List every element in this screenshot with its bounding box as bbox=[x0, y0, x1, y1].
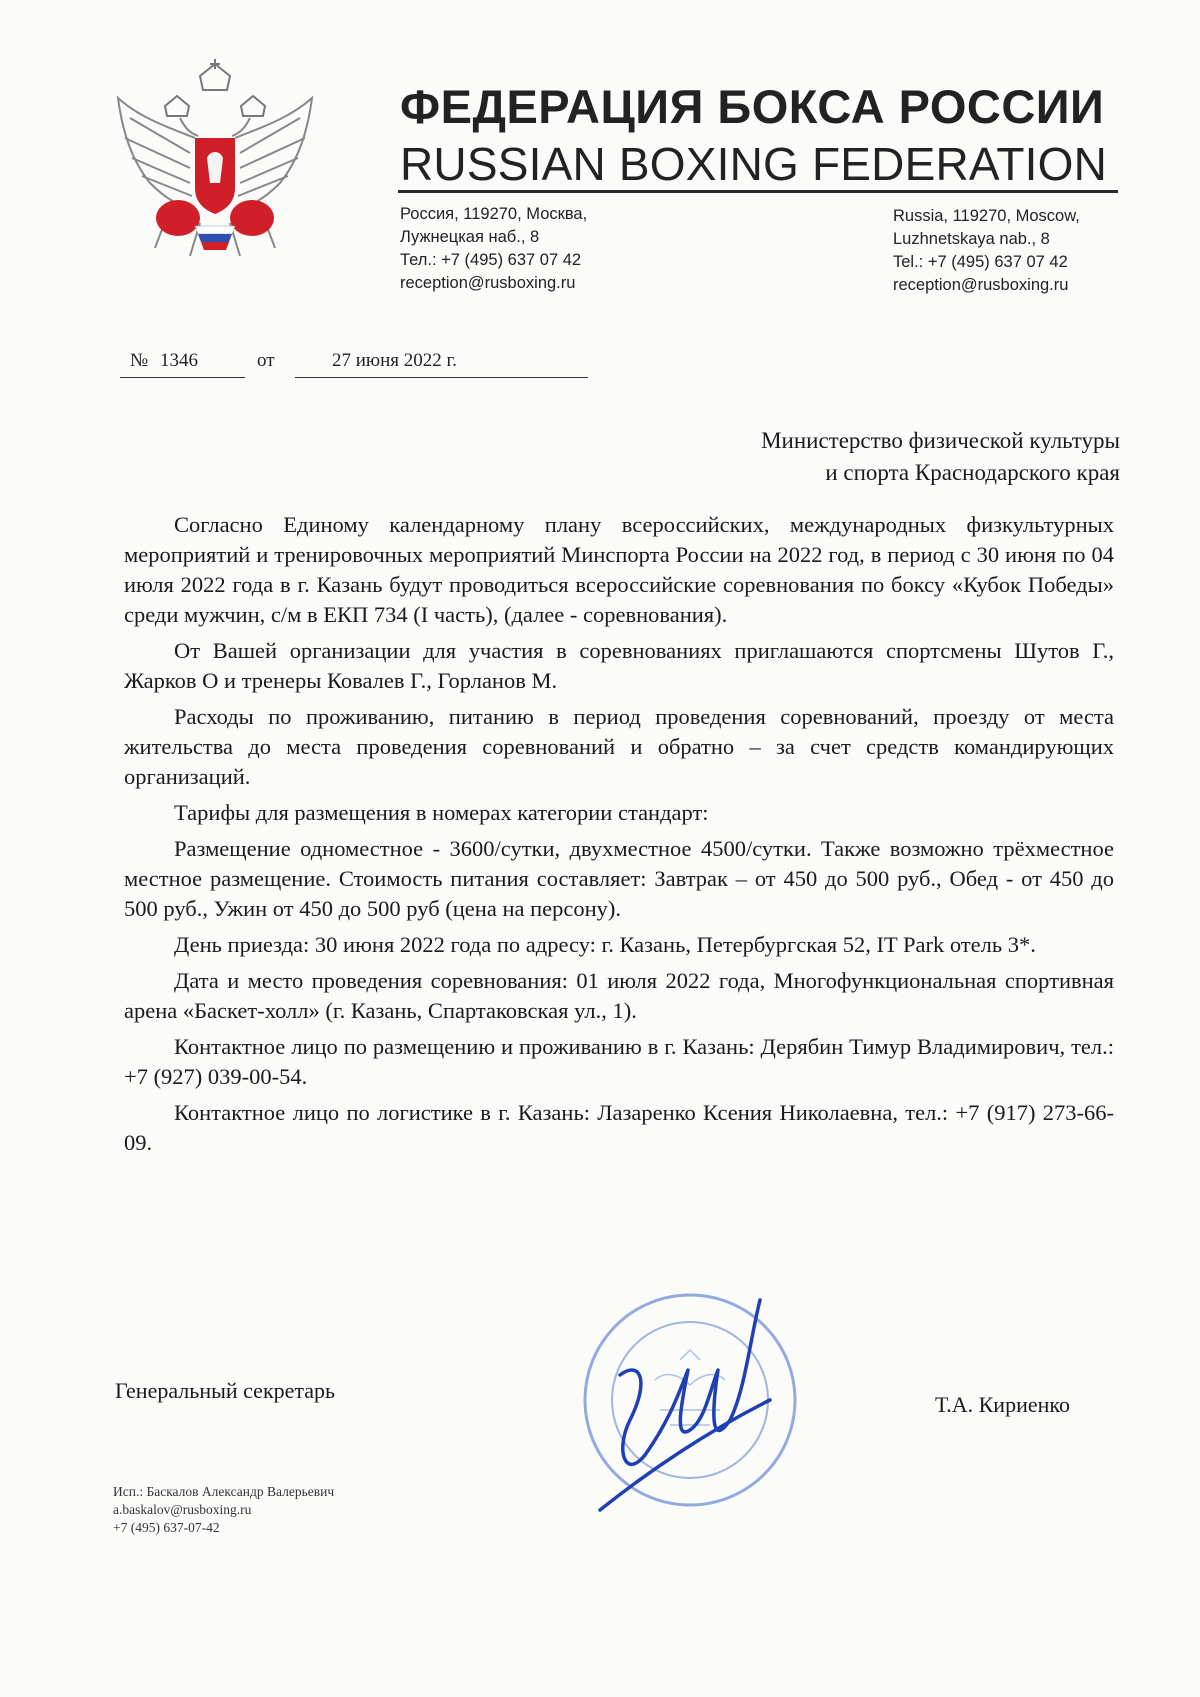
reg-date-underline bbox=[295, 377, 588, 378]
addressee bbox=[600, 425, 1120, 489]
executor-line: +7 (495) 637-07-42 bbox=[113, 1520, 220, 1535]
body-paragraph: День приезда: 30 июня 2022 года по адресу: г. Казань, Петербургская 52, IT Park отель 3*. bbox=[174, 932, 1036, 957]
federation-title-en: RUSSIAN BOXING FEDERATION bbox=[400, 138, 1108, 190]
address-en-line: Russia, 119270, Moscow, bbox=[893, 207, 1080, 225]
address-ru-line: Тел.: +7 (495) 637 07 42 bbox=[400, 251, 582, 269]
reg-number: 1346 bbox=[160, 350, 198, 371]
body-paragraph: Контактное лицо по логистике в г. Казань: Лазаренко Ксения Николаевна, тел.: +7 (917) 273-66-09. bbox=[124, 1100, 1114, 1155]
body-paragraph: Размещение одноместное - 3600/сутки, двухместное 4500/сутки. Также возможно трёхместное местное размещение. Стоимость питания составляет: Завтрак – от 450 до 500 руб., Обед - от 450 до 500 руб., Ужин от 450 до 500 руб (цена на персону). bbox=[124, 836, 1114, 921]
address-en bbox=[893, 205, 1080, 297]
letter-body bbox=[124, 510, 1114, 1164]
body-paragraph: Контактное лицо по размещению и проживанию в г. Казань: Дерябин Тимур Владимирович, тел.: +7 (927) 039-00-54. bbox=[124, 1034, 1114, 1089]
address-ru-line: Россия, 119270, Москва, bbox=[400, 205, 588, 223]
addressee-line: и спорта Краснодарского края bbox=[825, 460, 1120, 485]
body-paragraph: От Вашей организации для участия в соревнованиях приглашаются спортсмены Шутов Г., Жарков О и тренеры Ковалев Г., Горланов М. bbox=[124, 638, 1114, 693]
reg-number-underline bbox=[120, 377, 245, 378]
addressee-line: Министерство физической культуры bbox=[761, 428, 1120, 453]
reg-number-label: № bbox=[130, 350, 149, 371]
body-paragraph: Дата и место проведения соревнования: 01 июля 2022 года, Многофункциональная спортивная арена «Баскет-холл» (г. Казань, Спартаковская ул., 1). bbox=[124, 968, 1114, 1023]
body-paragraph: Тарифы для размещения в номерах категории стандарт: bbox=[174, 800, 709, 825]
body-paragraph: Расходы по проживанию, питанию в период проведения соревнований, проезду от места жительства до места проведения соревнований и обратно – за счет средств командирующих организаций. bbox=[124, 704, 1114, 789]
executor-line: a.baskalov@rusboxing.ru bbox=[113, 1502, 252, 1517]
double-headed-eagle-emblem bbox=[110, 58, 320, 258]
executor-line: Исп.: Баскалов Александр Валерьевич bbox=[113, 1484, 335, 1499]
executor-info bbox=[113, 1483, 334, 1537]
address-ru-line: reception@rusboxing.ru bbox=[400, 274, 576, 292]
address-ru bbox=[400, 203, 587, 295]
address-en-line: Luzhnetskaya nab., 8 bbox=[893, 230, 1050, 248]
reg-date: 27 июня 2022 г. bbox=[332, 350, 457, 371]
federation-title bbox=[400, 78, 1120, 192]
reg-date-label: от bbox=[257, 350, 275, 371]
federation-title-ru: ФЕДЕРАЦИЯ БОКСА РОССИИ bbox=[400, 80, 1105, 133]
address-en-line: Tel.: +7 (495) 637 07 42 bbox=[893, 253, 1068, 271]
address-ru-line: Лужнецкая наб., 8 bbox=[400, 228, 540, 246]
letterhead-divider bbox=[398, 190, 1118, 193]
signatory-position: Генеральный секретарь bbox=[115, 1378, 336, 1403]
body-paragraph: Согласно Единому календарному плану всероссийских, международных физкультурных мероприятий и тренировочных мероприятий Минспорта России на 2022 год, в период с 30 июня по 04 июля 2022 года в г. Казань будут проводиться всероссийские соревнования по боксу «Кубок Победы» среди мужчин, с/м в ЕКП 734 (I часть), (далее - соревнования). bbox=[124, 512, 1114, 627]
address-en-line: reception@rusboxing.ru bbox=[893, 276, 1069, 294]
official-stamp-and-signature bbox=[560, 1280, 820, 1520]
signatory-name: Т.А. Кириенко bbox=[935, 1392, 1070, 1417]
